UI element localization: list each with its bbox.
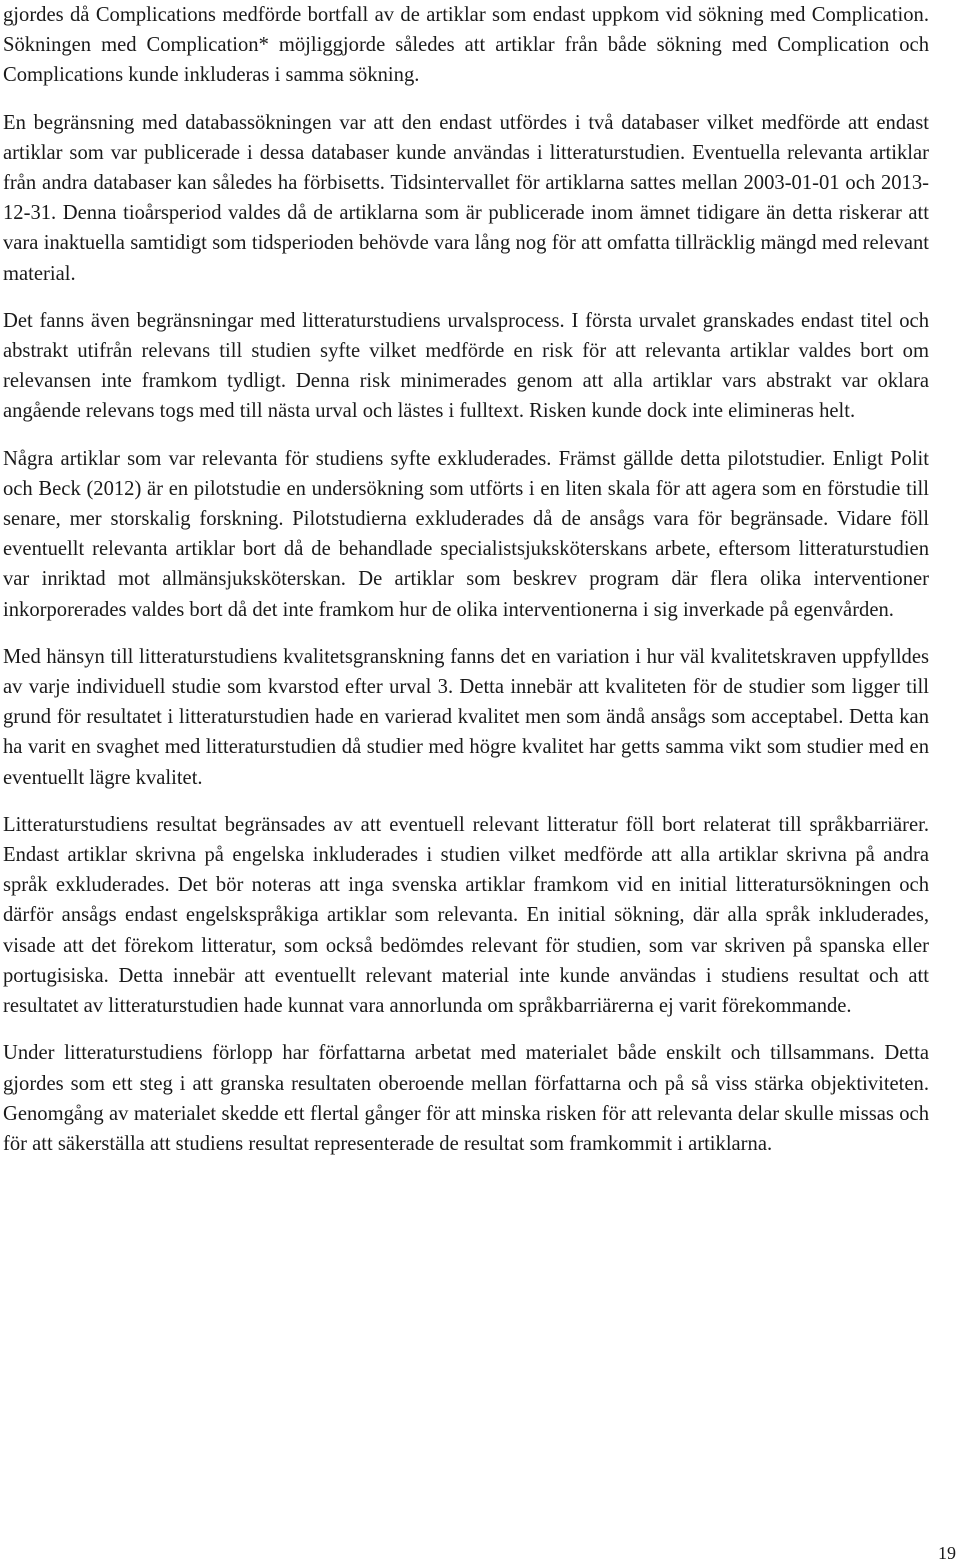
paragraph-database-limitation: En begränsning med databassökningen var att den endast utfördes i två databaser vilket medförde att endast artiklar som var publicerade i dessa databaser kunde användas i litteraturstudien. Eventuella relevanta artiklar från andra databaser kan således ha förbisetts. Tidsintervallet för artiklarna sattes mellan 2003-01-01 och 2013-12-31. Denna tioårsperiod valdes då de artiklarna som är publicerade inom ämnet tidigare än detta riskerar att vara inaktuella samtidigt som tidsperioden behövde vara lång nog för att omfatta tillräcklig mängd med relevant material. — [3, 111, 929, 285]
paragraph-selection-limitation: Det fanns även begränsningar med litteraturstudiens urvalsprocess. I första urvalet granskades endast titel och abstrakt utifrån relevans till studien syfte vilket medförde en risk för att relevanta artiklar valdes bort om relevansen inte framkom tydligt. Denna risk minimerades genom att alla artiklar vars abstrakt var oklara angående relevans togs med till nästa urval och lästes i fulltext. Risken kunde dock inte elimineras helt. — [3, 309, 929, 423]
paragraph-search-terms: gjordes då Complications medförde bortfall av de artiklar som endast uppkom vid sökning med Complication. Sökningen med Complication* möjliggjorde således att artiklar från både sökning med Complication och Complications kunde inkluderas i samma sökning. — [3, 4, 929, 87]
page-number: 19 — [938, 1543, 956, 1563]
paragraph-language-barriers: Litteraturstudiens resultat begränsades av att eventuell relevant litteratur föll bort relaterat till språkbarriärer. Endast artiklar skrivna på engelska inkluderades i studien vilket medförde att alla artiklar skrivna på andra språk exkluderades. Det bör noteras att inga svenska artiklar framkom vid en initial litteratursökningen och därför ansågs endast engelskspråkiga artiklar som relevanta. En initial sökning, där alla språk inkluderades, visade att det förekom litteratur, som också bedömdes relevant för studien, som var skriven på spanska eller portugisiska. Detta innebär att eventuellt relevant material inte kunde användas i studiens resultat och att resultatet av litteraturstudien hade kunnat vara annorlunda om språkbarriärerna ej varit förekommande. — [3, 813, 929, 1018]
paragraph-quality-review: Med hänsyn till litteraturstudiens kvalitetsgranskning fanns det en variation i hur väl kvalitetskraven uppfylldes av varje individuell studie som kvarstod efter urval 3. Detta innebär att kvaliteten för de studier som ligger till grund för resultatet i litteraturstudien hade en varierad kvalitet men som ändå ansågs som acceptabel. Detta kan ha varit en svaghet med litteraturstudien då studier med högre kvalitet har getts samma vikt som studier med en eventuellt lägre kvalitet. — [3, 645, 929, 789]
document-page — [3, 0, 929, 1159]
paragraph-excluded-articles: Några artiklar som var relevanta för studiens syfte exkluderades. Främst gällde detta pilotstudier. Enligt Polit och Beck (2012) är en pilotstudie en undersökning som utförts i en liten skala för att agera som en förstudie till senare, mer storskalig forskning. Pilotstudierna exkluderades då de ansågs vara för begränsade. Vidare föll eventuellt relevanta artiklar bort då de behandlade specialistsjuksköterskans arbete, eftersom litteraturstudien var inriktad mot allmänsjuksköterskan. De artiklar som beskrev program där flera olika interventioner inkorporerades valdes bort då det inte framkom hur de olika interventionerna i sig inverkade på egenvården. — [3, 447, 929, 621]
paragraph-collaboration: Under litteraturstudiens förlopp har författarna arbetat med materialet både enskilt och tillsammans. Detta gjordes som ett steg i att granska resultaten oberoende mellan författarna och på så viss stärka objektiviteten. Genomgång av materialet skedde ett flertal gånger för att minska risken för att relevanta delar skulle missas och för att säkerställa att studiens resultat representerade de resultat som framkommit i artiklarna. — [3, 1042, 929, 1155]
